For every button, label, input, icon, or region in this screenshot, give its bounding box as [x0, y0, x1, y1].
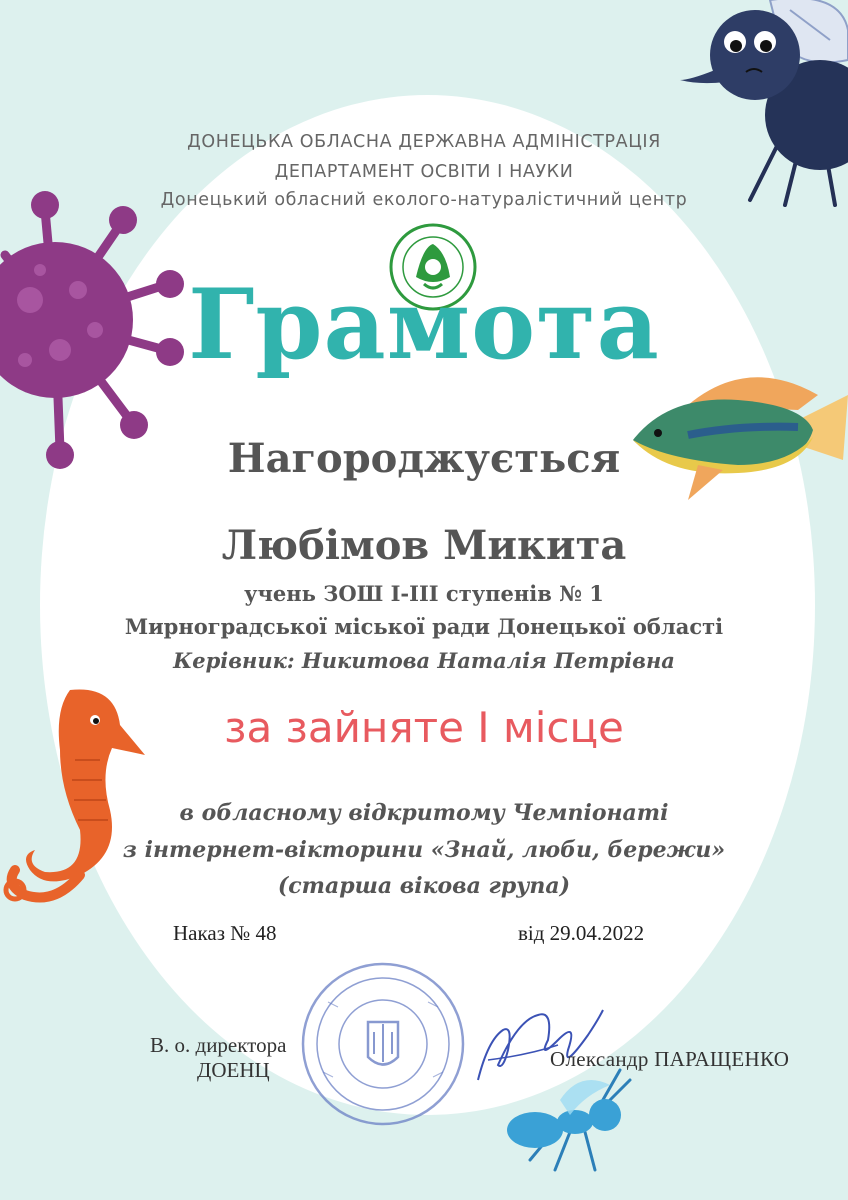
handwritten-signature [468, 1000, 608, 1090]
recipient-council: Мирноградської міської ради Донецької області [124, 614, 724, 639]
recipient-name: Любімов Микита [221, 522, 627, 569]
order-number: Наказ № 48 [173, 921, 277, 945]
event-line-2: з інтернет-вікторини «Знай, люби, бережи» [122, 837, 726, 863]
supervisor: Керівник: Никитова Наталія Петрівна [173, 648, 675, 673]
org-line-3: Донецький обласний еколого-натуралістичний центр [160, 190, 688, 210]
org-line-1: ДОНЕЦЬКА ОБЛАСНА ДЕРЖАВНА АДМІНІСТРАЦІЯ [187, 132, 661, 152]
signer-position-2: ДОЕНЦ [197, 1058, 270, 1082]
order-date: від 29.04.2022 [518, 921, 645, 945]
achievement-text: за зайняте І місце [224, 703, 624, 752]
event-line-1: в обласному відкритому Чемпіонаті [179, 800, 669, 826]
signer-name: Олександр ПАРАЩЕНКО [550, 1047, 790, 1071]
signer-position-1: В. о. директора [150, 1033, 287, 1057]
event-line-3: (старша вікова група) [277, 873, 571, 899]
official-stamp [298, 962, 468, 1127]
awarded-heading: Нагороджується [227, 435, 621, 482]
org-line-2: ДЕПАРТАМЕНТ ОСВІТИ І НАУКИ [274, 162, 574, 182]
certificate-title: Грамота [188, 268, 660, 381]
recipient-school: учень ЗОШ І-ІІІ ступенів № 1 [244, 581, 604, 606]
